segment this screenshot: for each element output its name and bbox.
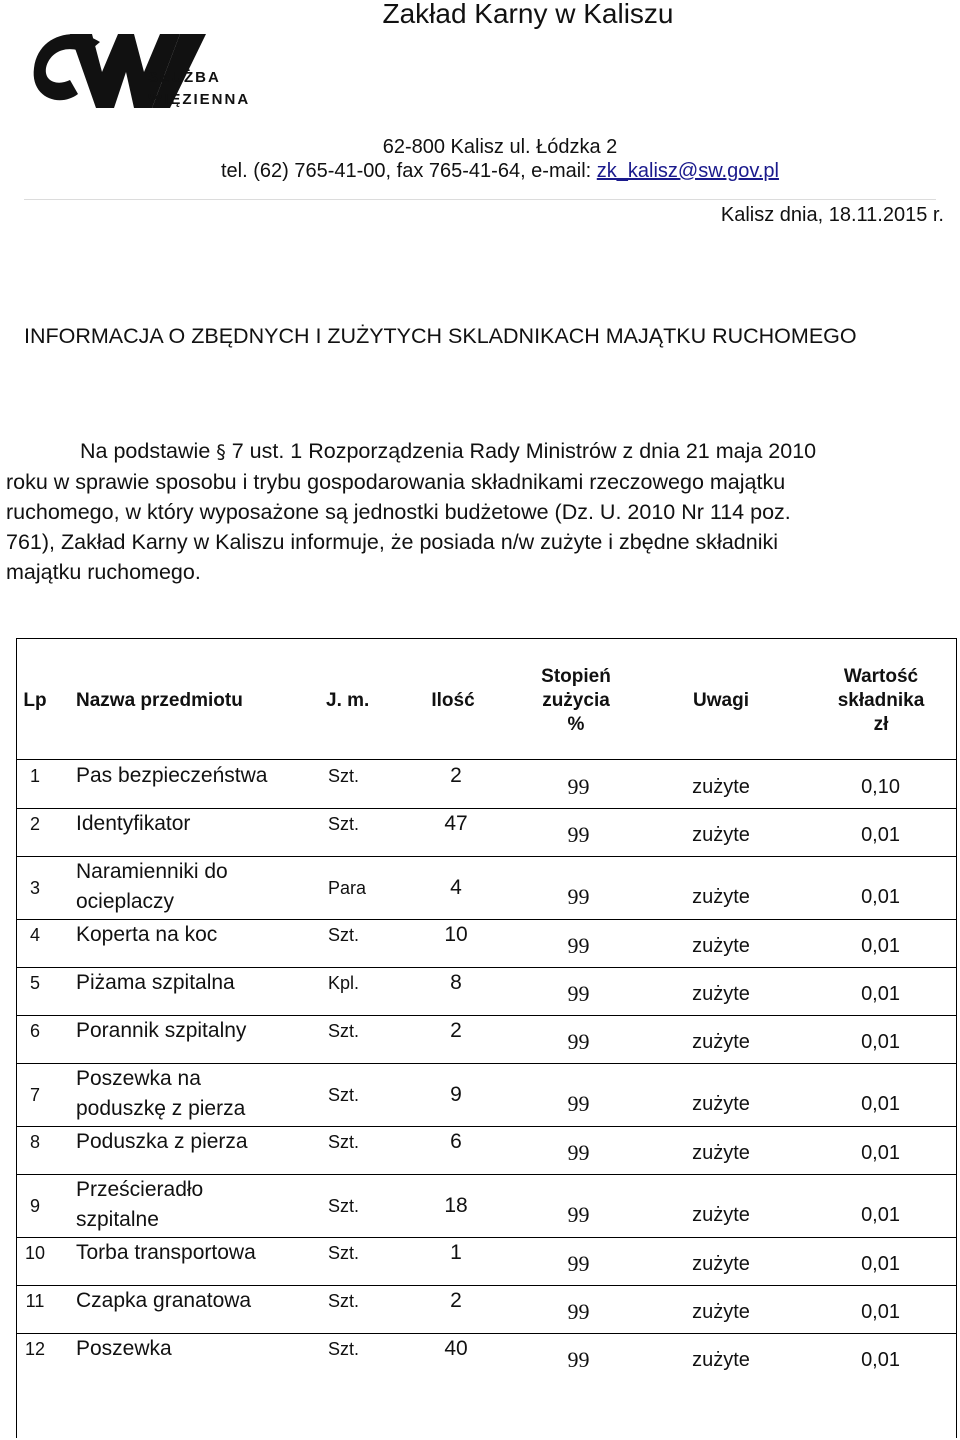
intro-paragraph — [6, 436, 950, 587]
row-degree: 99 — [567, 933, 590, 958]
row-name: Czapka granatowa — [76, 1289, 252, 1312]
row-value: 0,01 — [861, 1253, 900, 1275]
row-degree: 99 — [567, 884, 590, 909]
row-lp: 7 — [29, 1085, 40, 1105]
row-notes: zużyte — [692, 824, 750, 846]
row-notes: zużyte — [692, 1204, 750, 1226]
row-value: 0,01 — [861, 1204, 900, 1226]
row-lp: 2 — [29, 814, 40, 834]
row-name: Porannik szpitalny — [76, 1019, 247, 1042]
email-link[interactable]: zk_kalisz@sw.gov.pl — [596, 160, 779, 182]
row-unit: Szt. — [328, 1291, 360, 1311]
row-lp: 6 — [29, 1021, 40, 1041]
row-value: 0,01 — [861, 1093, 900, 1115]
header-degree — [526, 665, 626, 737]
row-degree: 99 — [567, 822, 590, 847]
row-degree: 99 — [567, 1202, 590, 1227]
table-row — [16, 967, 957, 1015]
row-notes: zużyte — [692, 935, 750, 957]
header-value-line: Wartość — [843, 666, 919, 687]
row-degree: 99 — [567, 1029, 590, 1054]
table-row — [16, 1174, 957, 1237]
row-lp: 1 — [29, 766, 40, 786]
row-unit: Szt. — [328, 1196, 360, 1216]
row-notes: zużyte — [692, 1142, 750, 1164]
table-row — [16, 856, 957, 919]
intro-line: 761), Zakład Karny w Kaliszu informuje, że posiada n/w zużyte i zbędne składniki — [6, 530, 778, 554]
row-unit: Szt. — [328, 814, 360, 834]
row-notes: zużyte — [692, 776, 750, 798]
row-notes: zużyte — [692, 1093, 750, 1115]
row-qty: 18 — [444, 1194, 468, 1217]
row-qty: 2 — [450, 1019, 462, 1042]
table-row — [16, 919, 957, 967]
row-name: Naramienniki do — [76, 860, 228, 883]
row-name: Prześcieradło — [76, 1178, 204, 1201]
row-lp: 10 — [24, 1243, 46, 1263]
row-unit: Para — [328, 878, 367, 898]
header-value-line: składnika — [837, 690, 925, 711]
row-unit: Szt. — [328, 1243, 360, 1263]
row-unit: Szt. — [328, 1132, 360, 1152]
row-degree: 99 — [567, 1140, 590, 1165]
row-degree: 99 — [567, 1299, 590, 1324]
logo-text-line1: SŁUŻBA — [148, 69, 221, 86]
header-degree-line: zużycia — [542, 690, 610, 711]
row-qty: 1 — [450, 1241, 462, 1264]
header-name: Nazwa przedmiotu — [76, 690, 243, 711]
contact-line — [180, 158, 820, 184]
intro-text: Na podstawie — [80, 439, 217, 463]
header-degree-line: % — [567, 714, 585, 735]
section-sign: § — [216, 441, 226, 463]
row-degree: 99 — [567, 1347, 590, 1372]
row-degree: 99 — [567, 1091, 590, 1116]
header-degree-line: Stopień — [541, 666, 611, 687]
table-row — [16, 760, 957, 808]
table-row — [16, 1015, 957, 1063]
logo-text-line2: WIĘZIENNA — [148, 91, 251, 108]
header-value — [816, 665, 946, 737]
row-value: 0,01 — [861, 1301, 900, 1323]
row-notes: zużyte — [692, 983, 750, 1005]
row-lp: 11 — [25, 1291, 45, 1311]
row-value: 0,01 — [861, 935, 900, 957]
row-unit: Szt. — [328, 925, 360, 945]
row-degree: 99 — [567, 774, 590, 799]
row-qty: 4 — [450, 876, 462, 899]
row-notes: zużyte — [692, 1253, 750, 1275]
document-heading: INFORMACJA O ZBĘDNYCH I ZUŻYTYCH SKLADNIKACH MAJĄTKU RUCHOMEGO — [24, 324, 857, 348]
contact-text: tel. (62) 765-41-00, fax 765-41-64, e-mail: — [221, 160, 597, 182]
row-qty: 8 — [450, 971, 462, 994]
row-unit: Kpl. — [328, 973, 360, 993]
table-row — [16, 1333, 957, 1381]
header-value-line: zł — [873, 714, 889, 735]
intro-text: 7 ust. 1 Rozporządzenia Rady Ministrów z dnia 21 maja 2010 — [225, 439, 817, 463]
header-qty: Ilość — [431, 690, 475, 711]
table-row — [16, 808, 957, 856]
document-date: Kalisz dnia, 18.11.2015 r. — [720, 204, 944, 226]
intro-line — [6, 436, 950, 467]
row-lp: 3 — [29, 878, 40, 898]
row-degree: 99 — [567, 1251, 590, 1276]
row-unit: Szt. — [328, 1085, 360, 1105]
row-lp: 12 — [24, 1339, 46, 1359]
row-name: Poszewka na — [76, 1067, 201, 1090]
row-lp: 4 — [29, 925, 40, 945]
table-row — [16, 1063, 957, 1126]
row-qty: 2 — [450, 1289, 462, 1312]
row-name: Poszewka — [76, 1337, 172, 1360]
table-row — [16, 1126, 957, 1174]
row-value: 0,01 — [861, 824, 900, 846]
institution-title: Zakład Karny w Kaliszu — [382, 0, 674, 29]
header-unit: J. m. — [326, 690, 370, 711]
row-unit: Szt. — [328, 1339, 360, 1359]
intro-line: roku w sprawie sposobu i trybu gospodarowania składnikami rzeczowego majątku — [6, 470, 786, 494]
row-value: 0,01 — [861, 1142, 900, 1164]
row-name: poduszkę z pierza — [76, 1097, 246, 1120]
row-degree: 99 — [567, 981, 590, 1006]
row-value: 0,01 — [861, 983, 900, 1005]
row-lp: 9 — [29, 1196, 40, 1216]
row-name: Piżama szpitalna — [76, 971, 235, 994]
row-notes: zużyte — [692, 1349, 750, 1371]
row-name: ocieplaczy — [76, 890, 175, 913]
row-name: Torba transportowa — [76, 1241, 256, 1264]
table-row — [16, 1285, 957, 1333]
row-unit: Szt. — [328, 766, 360, 786]
row-qty: 2 — [450, 764, 462, 787]
assets-table — [16, 638, 957, 1438]
row-value: 0,10 — [861, 776, 900, 798]
header-lp: Lp — [23, 690, 47, 711]
row-lp: 5 — [29, 973, 40, 993]
intro-line: majątku ruchomego. — [6, 560, 201, 584]
row-notes: zużyte — [692, 886, 750, 908]
row-unit: Szt. — [328, 1021, 360, 1041]
intro-line: ruchomego, w który wyposażone są jednostki budżetowe (Dz. U. 2010 Nr 114 poz. — [6, 500, 791, 524]
row-qty: 9 — [450, 1083, 462, 1106]
row-name: Identyfikator — [76, 812, 191, 835]
address-line: 62-800 Kalisz ul. Łódzka 2 — [382, 136, 618, 158]
row-value: 0,01 — [861, 1349, 900, 1371]
row-qty: 10 — [444, 923, 468, 946]
row-qty: 47 — [444, 812, 468, 835]
row-name: Pas bezpieczeństwa — [76, 764, 268, 787]
row-qty: 6 — [450, 1130, 462, 1153]
header-notes: Uwagi — [693, 690, 749, 711]
sluzba-wiezienna-logo — [30, 24, 280, 114]
row-qty: 40 — [444, 1337, 468, 1360]
row-name: szpitalne — [76, 1208, 159, 1231]
row-value: 0,01 — [861, 886, 900, 908]
row-notes: zużyte — [692, 1301, 750, 1323]
row-notes: zużyte — [692, 1031, 750, 1053]
table-row — [16, 1237, 957, 1285]
row-name: Poduszka z pierza — [76, 1130, 248, 1153]
row-lp: 8 — [29, 1132, 40, 1152]
header-separator — [24, 199, 936, 200]
row-value: 0,01 — [861, 1031, 900, 1053]
row-name: Koperta na koc — [76, 923, 218, 946]
